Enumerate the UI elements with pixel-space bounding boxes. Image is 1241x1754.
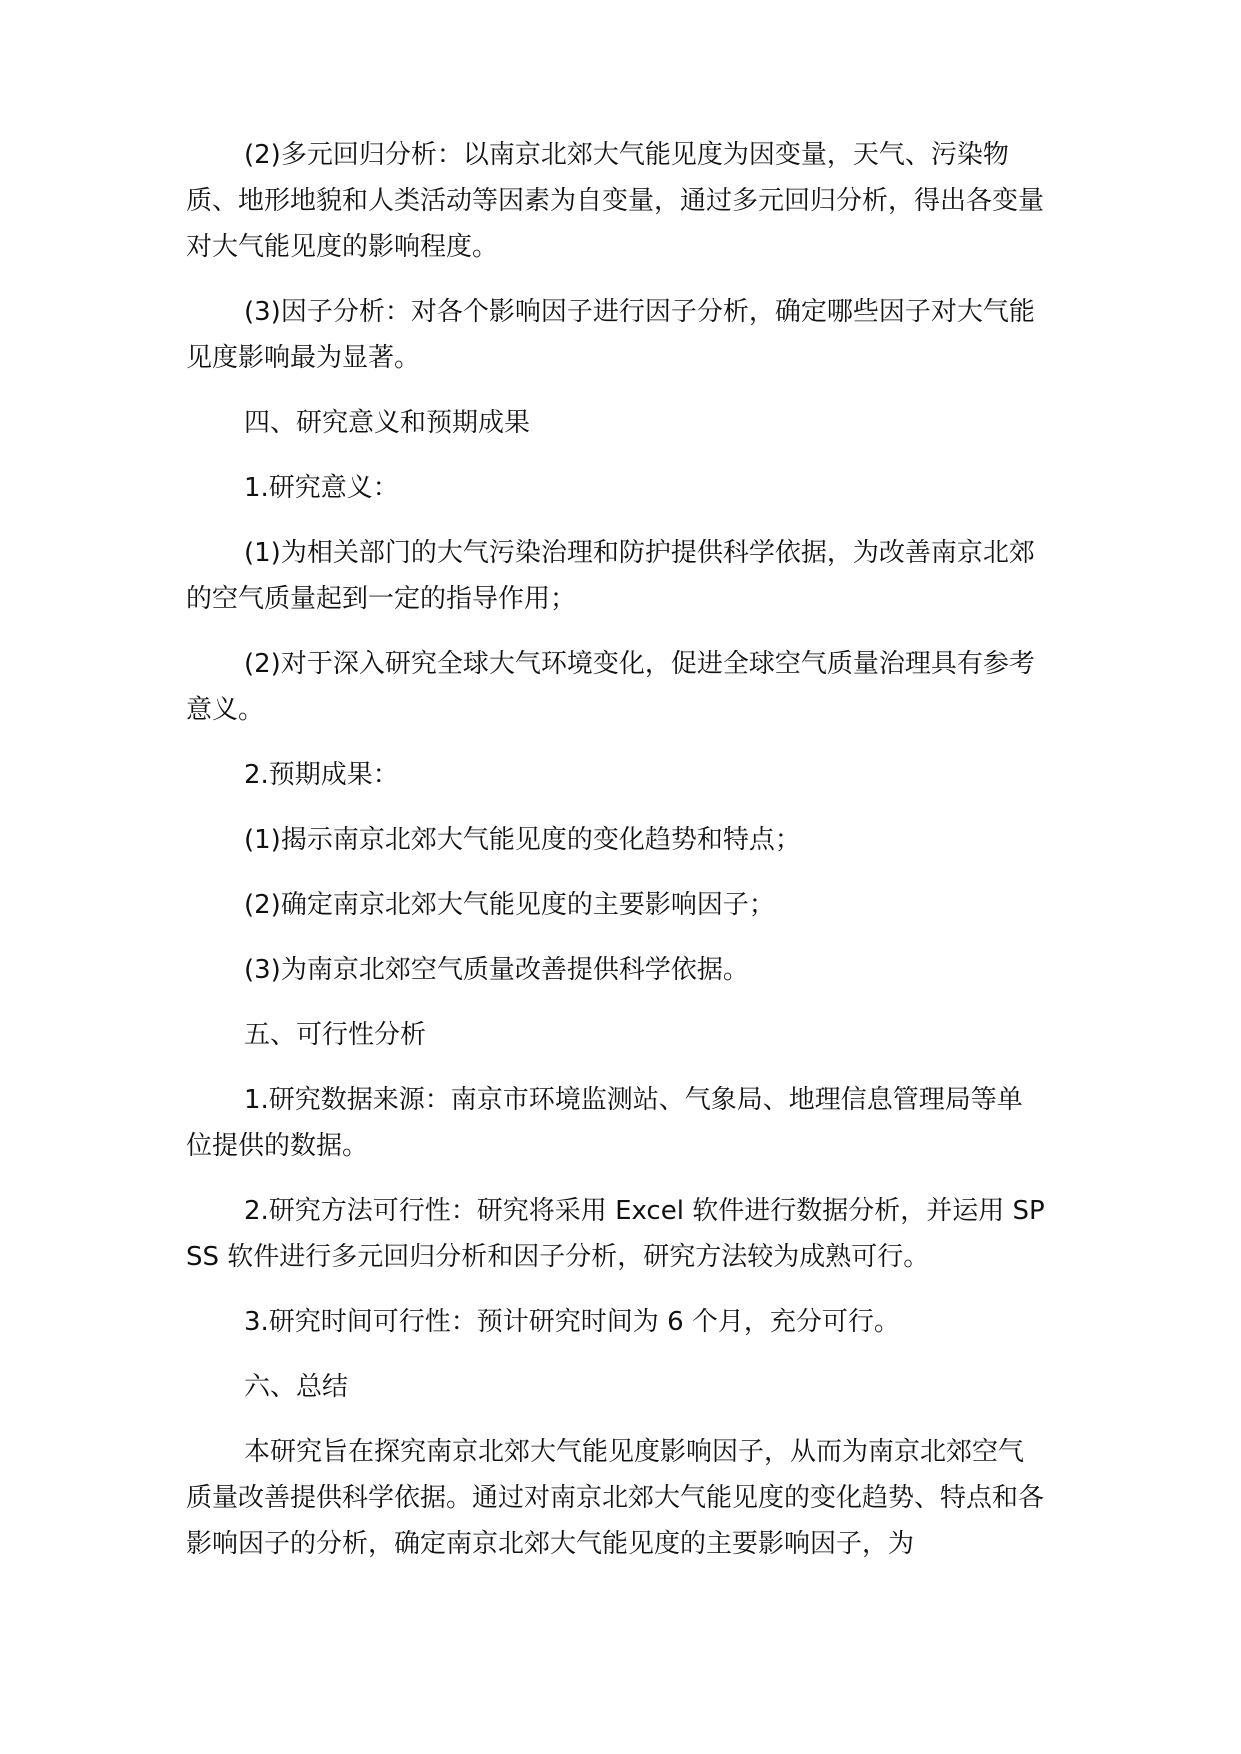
section-heading-summary: 六、总结 <box>244 1372 349 1402</box>
section-heading-feasibility: 五、可行性分析 <box>244 1020 427 1050</box>
paragraph-significance-2: (2)对于深入研究全球大气环境变化，促进全球空气质量治理具有参考意义。 <box>186 649 1035 725</box>
document-page <box>186 132 1048 1586</box>
subheading-expected-results: 2.预期成果： <box>244 760 399 790</box>
paragraph-factor-analysis: (3)因子分析：对各个影响因子进行因子分析，确定哪些因子对大气能见度影响最为显著。 <box>186 297 1035 373</box>
paragraph-method-feasibility: 2.研究方法可行性：研究将采用 Excel 软件进行数据分析，并运用 SPSS 软件进行多元回归分析和因子分析，研究方法较为成熟可行。 <box>186 1196 1045 1272</box>
paragraph-significance-1: (1)为相关部门的大气污染治理和防护提供科学依据，为改善南京北郊的空气质量起到一定的指导作用； <box>186 538 1035 614</box>
paragraph-multiple-regression: (2)多元回归分析：以南京北郊大气能见度为因变量，天气、污染物质、地形地貌和人类活动等因素为自变量，通过多元回归分析，得出各变量对大气能见度的影响程度。 <box>186 140 1045 262</box>
paragraph-result-3: (3)为南京北郊空气质量改善提供科学依据。 <box>244 955 749 985</box>
section-heading-significance: 四、研究意义和预期成果 <box>244 408 531 438</box>
paragraph-time-feasibility: 3.研究时间可行性：预计研究时间为 6 个月，充分可行。 <box>244 1307 900 1337</box>
paragraph-summary: 本研究旨在探究南京北郊大气能见度影响因子，从而为南京北郊空气质量改善提供科学依据。通过对南京北郊大气能见度的变化趋势、特点和各影响因子的分析，确定南京北郊大气能见度的主要影响因子，为 <box>186 1437 1045 1559</box>
paragraph-result-1: (1)揭示南京北郊大气能见度的变化趋势和特点； <box>244 825 801 855</box>
paragraph-data-source: 1.研究数据来源：南京市环境监测站、气象局、地理信息管理局等单位提供的数据。 <box>186 1085 1023 1161</box>
paragraph-result-2: (2)确定南京北郊大气能见度的主要影响因子； <box>244 890 775 920</box>
subheading-research-significance: 1.研究意义： <box>244 473 399 503</box>
